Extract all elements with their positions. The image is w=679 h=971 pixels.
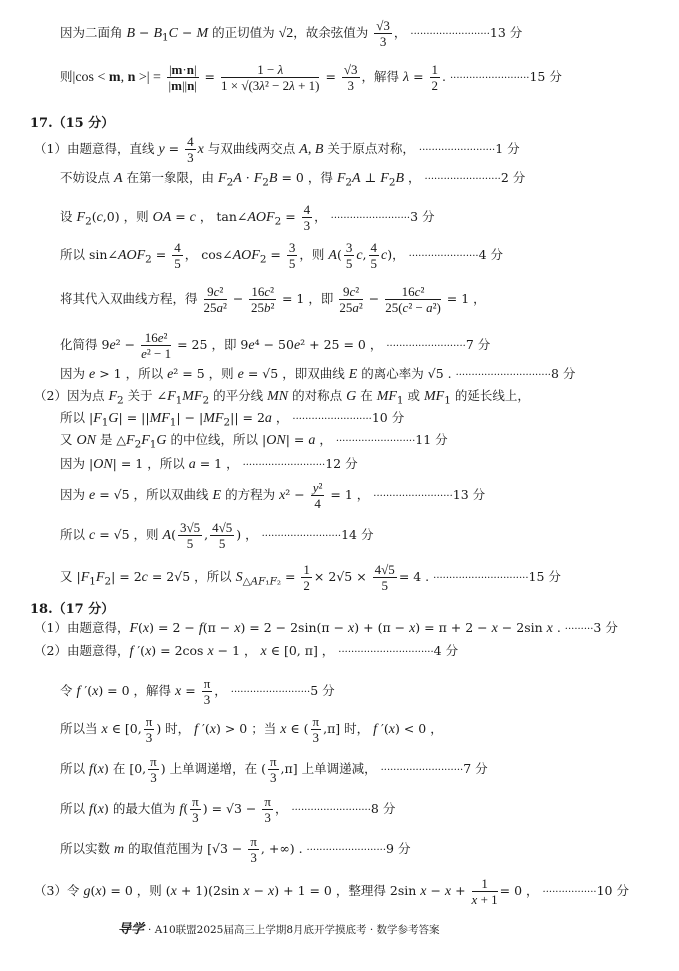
line-22: 所以 f(x) 的最大值为 f( $\frac{\pi}{3}$ ) = √3 − $\frac{\pi}{3}$ ， ·························8 分 — [60, 794, 396, 825]
line-4: 不妨设点 A 在第一象限，由 $F_2A \cdot F_2B = 0$ ，得 $F_2A$ ⊥ $F_2B$ ， ························2 分 — [60, 170, 526, 189]
line-1: 因为二面角 $B - B_1C - M$ 的正切值为 √2，故余弦值为 $\frac{√3}{3}$ ， ·························13 分 — [60, 18, 523, 49]
page-footer — [118, 918, 440, 937]
line-7: 将其代入双曲线方程，得 $\frac{\text{9c²}}{\text{25a²}}$ − $\frac{\text{16c²}}{\text{25b²}}$ = 1 ，即 $\frac{\text{9c²}}{\text{25a²}}$ − $\frac{\text{16c²}}{\text{25(c² − a²)}}$ = 1 ， — [60, 284, 486, 315]
line-3: （1）由题意得，直线 y = $\frac{4}{3}$ x 与双曲线两交点 A, B 关于原点对称， ························1 分 — [34, 134, 520, 165]
line-6: 所以 $\sin\angle AOF_2$ = $\frac{4}{5}$ ， $\cos\angle AOF_2$ = $\frac{3}{5}$ ，则 A( $\frac{3}{5}$ c, $\frac{4}{5}$ c)， ······················4 分 — [60, 240, 504, 271]
line-24: （3）令 g(x) = 0 ，则 (x + 1)(2sin x − x) + 1 = 0 ，整理得 2sin x − x + $\frac{1}{x + 1}$ = 0 ， ·················10 分 — [34, 876, 629, 907]
footer-text: · A10联盟2025届高三上学期8月底开学摸底考 · 数学参考答案 — [148, 924, 440, 936]
publisher-logo: 导学 — [118, 922, 145, 937]
line-19: 令 f ′(x) = 0 ，解得 x = $\frac{\pi}{3}$ ， ·························5 分 — [60, 676, 335, 707]
line-20: 所以当 x ∈ [0, $\frac{\pi}{3}$ ) 时， f ′(x) > 0 ；当 x ∈ ( $\frac{\pi}{3}$ ,π] 时， f ′(x) < 0 ， — [60, 714, 443, 745]
line-10: （2）因为点 $F_2$ 关于 $\angle F_1MF_2$ 的平分线 MN 的对称点 G 在 $MF_1$ 或 $MF_1$ 的延长线上， — [34, 388, 530, 407]
line-16: 又 $|F_1F_2| = 2c = 2√5$ ，所以 $S_{\triangle AF_1F_2}$ = $\frac{1}{2}$ × 2√5 × $\frac{4√5}{5}$ = 4 . ······························15 分 — [60, 562, 561, 593]
line-5: 设 $F_2(c,0)$ ，则 OA = c ， $\tan\angle AOF_2$ = $\frac{4}{3}$ ， ·························3 分 — [60, 202, 435, 233]
line-11: 所以 $|F_1G| = ||MF_1| - |MF_2|| = 2a$ ， ·························10 分 — [60, 410, 405, 429]
line-9: 因为 e > 1 ，所以 e² = 5 ，则 e = √5 ，即双曲线 E 的离心率为 √5 . ······························8 分 — [60, 366, 576, 382]
line-14: 因为 e = √5 ，所以双曲线 E 的方程为 x² − $\frac{\text{y²}}{4}$ = 1 ， ·························13 分 — [60, 480, 486, 511]
line-2: 则|cos < m, n >| = $\frac{|m\cdot n|}{|m||n|}$ = $\frac{1 - \lambda}{\text{1 × √(3λ² − 2λ + 1)}}$ = $\frac{√3}{3}$ ，解得 λ = $\frac{1}{2}$ . ·························15 分 — [60, 62, 562, 93]
line-15: 所以 c = √5 ，则 A( $\frac{3√5}{5}$ , $\frac{4√5}{5}$ ) ， ·························14 分 — [60, 520, 374, 551]
line-17: （1）由题意得，F(x) = 2 − f(π − x) = 2 − 2sin(π − x) + (π − x) = π + 2 − x − 2sin x . ·········3 分 — [34, 620, 618, 636]
line-23: 所以实数 m 的取值范围为 [√3 − $\frac{\pi}{3}$ , +∞) . ·························9 分 — [60, 834, 411, 865]
problem-17-header: 17.（15 分） — [30, 116, 115, 131]
line-8: 化简得 9e² − $\frac{\text{16e²}}{\text{e² − 1}}$ = 25 ，即 9e⁴ − 50e² + 25 = 0 ， ·························7 分 — [60, 330, 491, 361]
line-21: 所以 f(x) 在 [0, $\frac{\pi}{3}$ ) 上单调递增，在 ( $\frac{\pi}{3}$ ,π] 上单调递减， ··························7 分 — [60, 754, 488, 785]
problem-18-header: 18.（17 分） — [30, 602, 115, 617]
line-12: 又 ON 是 $\triangle F_2F_1G$ 的中位线，所以 |ON| = a ， ·························11 分 — [60, 432, 448, 451]
line-13: 因为 |ON| = 1 ，所以 a = 1 ， ··························12 分 — [60, 456, 358, 472]
line-18: （2）由题意得，f ′(x) = 2cos x − 1 ， x ∈ [0, π] ， ······························4 分 — [34, 643, 459, 659]
